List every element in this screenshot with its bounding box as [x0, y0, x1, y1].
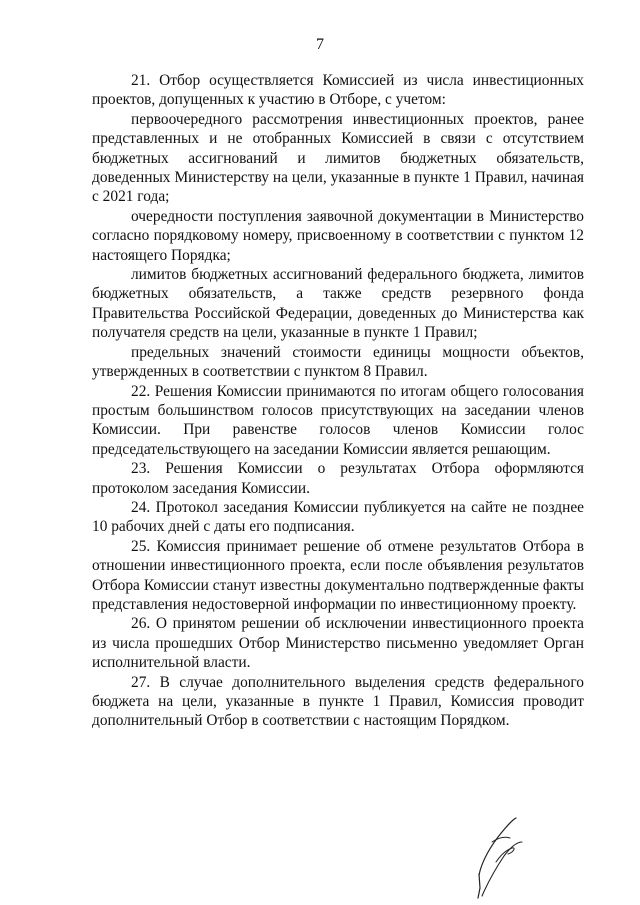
- paragraph-24: 24. Протокол заседания Комиссии публикуется на сайте не позднее 10 рабочих дней с даты его подписания.: [92, 498, 584, 536]
- paragraph-27: 27. В случае дополнительного выделения средств федерального бюджета на цели, указанные в пункте 1 Правил, Комиссия проводит дополнительный Отбор в соответствии с настоящим Порядком.: [92, 673, 584, 730]
- paragraph-22: 22. Решения Комиссии принимаются по итогам общего голосования простым большинством голосов присутствующих на заседании членов Комиссии. При равенстве голосов членов Комиссии голос председательствующего на заседании Комиссии является решающим.: [92, 382, 584, 458]
- paragraph-21-item-4: предельных значений стоимости единицы мощности объектов, утвержденных в соответствии с пунктом 8 Правил.: [92, 343, 584, 381]
- page-number: 7: [316, 36, 324, 53]
- paragraph-21-item-2: очередности поступления заявочной документации в Министерство согласно порядковому номеру, присвоенному в соответствии с пунктом 12 настоящего Порядка;: [92, 207, 584, 264]
- paragraph-26: 26. О принятом решении об исключении инвестиционного проекта из числа прошедших Отбор Министерство письменно уведомляет Орган исполнительной власти.: [92, 615, 584, 672]
- document-body: [92, 71, 584, 731]
- paragraph-21-item-3: лимитов бюджетных ассигнований федерального бюджета, лимитов бюджетных обязательств, а также средств резервного фонда Правительства Российской Федерации, доведенных до Министерства как получателя средств на цели, указанные в пункте 1 Правил;: [92, 266, 584, 342]
- paragraph-21: 21. Отбор осуществляется Комиссией из числа инвестиционных проектов, допущенных к участию в Отборе, с учетом:: [92, 72, 584, 109]
- paragraph-21-item-1: первоочередного рассмотрения инвестиционных проектов, ранее представленных и не отобранных Комиссией в связи с отсутствием бюджетных ассигнований и лимитов бюджетных обязательств, доведенных Министерству на цели, указанные в пункте 1 Правил, начиная с 2021 года;: [92, 110, 584, 206]
- paragraph-25: 25. Комиссия принимает решение об отмене результатов Отбора в отношении инвестиционного проекта, если после объявления результатов Отбора Комиссии станут известны документально подтвержденные факты представления недостоверной информации по инвестиционному проекту.: [92, 537, 584, 613]
- handwritten-signature: [452, 812, 532, 902]
- paragraph-23: 23. Решения Комиссии о результатах Отбора оформляются протоколом заседания Комиссии.: [92, 460, 584, 497]
